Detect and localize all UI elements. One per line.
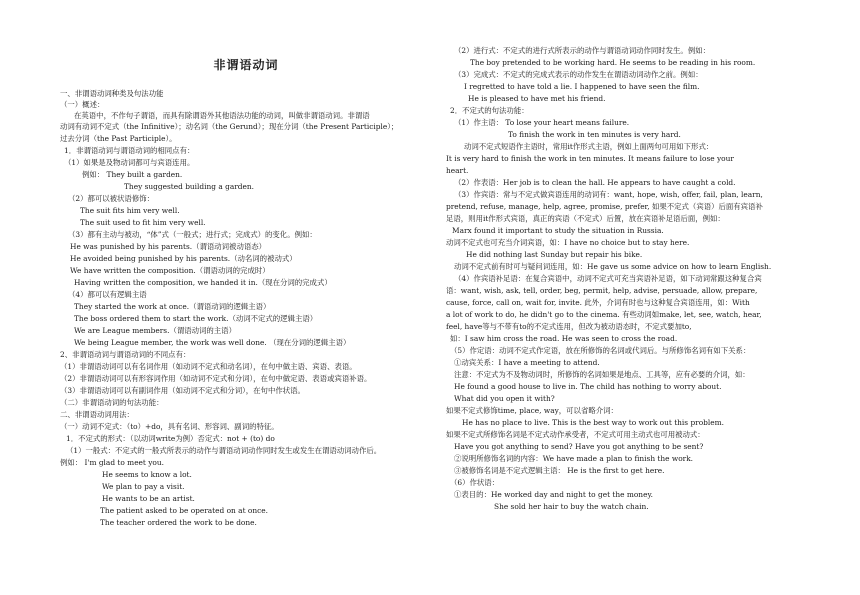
text-line: （2）进行式：不定式的进行式所表示的动作与谓语动词动作同时发生。例如： xyxy=(454,46,710,55)
text-line: 2．不定式的句法功能： xyxy=(450,106,529,115)
text-line: （3）完成式：不定式的完成式表示的动作发生在谓语动词动作之前。例如： xyxy=(454,70,703,79)
text-line: What did you open it with? xyxy=(454,394,555,403)
text-line: ①动宾关系：I have a meeting to attend. xyxy=(454,358,600,367)
text-line: We being League member, the work was well done. （现在分词的逻辑主语） xyxy=(74,338,351,347)
text-line: 动词不定式短语作主语时，常用it作形式主语，例如上面两句可用如下形式： xyxy=(464,142,714,151)
text-line: feel, have等与不带有to的不定式连用，但改为被动语态时，不定式要加to, xyxy=(446,322,692,331)
text-line: We are League members.（谓语动词的主语） xyxy=(74,326,236,335)
text-line: 动词有动词不定式（the Infinitive）；动名词（the Gerund）；现在分词（the Present Participle）； xyxy=(60,122,399,131)
text-line: Marx found it important to study the situation in Russia. xyxy=(452,226,664,235)
text-line: （3）非谓语动词可以有副词作用（如动词不定式和分词），在句中作状语。 xyxy=(60,386,305,395)
text-line: （2）作表语：Her job is to clean the hall. He appears to have caught a cold. xyxy=(454,178,736,187)
text-line: （4）都可以有逻辑主语 xyxy=(68,290,147,299)
text-line: ①表目的：He worked day and night to get the money. xyxy=(454,490,653,499)
text-line: He has no place to live. This is the best way to work out this problem. xyxy=(462,418,724,427)
text-line: 足语，则用it作形式宾语，真正的宾语（不定式）后置，放在宾语补足语后面，例如： xyxy=(446,214,725,223)
text-line: 在英语中，不作句子谓语，而具有除谓语外其他语法功能的动词，叫做非谓语动词。非谓语 xyxy=(74,111,370,120)
text-line: 语：want, wish, ask, tell, order, beg, permit, help, advise, persuade, allow, prepare, xyxy=(446,286,758,295)
text-line: We plan to pay a visit. xyxy=(102,482,185,491)
text-line: They started the work at once.（谓语动词的逻辑主语） xyxy=(74,302,271,311)
text-line: （1）非谓语动词可以有名词作用（如动词不定式和动名词），在句中做主语、宾语、表语。 xyxy=(60,362,357,371)
text-line: heart. xyxy=(446,166,469,175)
text-line: （二）非谓语动词的句法功能： xyxy=(60,398,164,407)
text-line: （5）作定语：动词不定式作定语，放在所修饰的名词或代词后。与所修饰名词有如下关系： xyxy=(450,346,751,355)
text-line: a lot of work to do, he didn't go to the cinema. 有些动词如make, let, see, watch, hear, xyxy=(446,310,762,319)
text-line: （1）作主语： To lose your heart means failure. xyxy=(454,118,630,127)
text-line: He did nothing last Sunday but repair his bike. xyxy=(466,250,643,259)
text-line: She sold her hair to buy the watch chain. xyxy=(494,502,649,511)
text-line: The suit used to fit him very well. xyxy=(80,218,206,227)
text-line: 如果不定式修饰time, place, way，可以省略介词： xyxy=(446,406,618,415)
text-line: （2）非谓语动词可以有形容词作用（如动词不定式和分词），在句中做定语、表语或宾语补语。 xyxy=(60,374,372,383)
text-line: It is very hard to finish the work in ten minutes. It means failure to lose your xyxy=(446,154,734,163)
text-line: He seems to know a lot. xyxy=(102,470,192,479)
text-line: 例如： They built a garden. xyxy=(82,170,183,179)
text-line: （一）概述： xyxy=(60,100,105,109)
text-line: Having written the composition, we handed it in.（现在分词的完成式） xyxy=(74,278,332,287)
page-title: 非谓语动词 xyxy=(213,58,279,72)
text-line: cause, force, call on, wait for, invite. 此外，介词有时也与这种复合宾语连用，如：With xyxy=(446,298,750,307)
text-line: The suit fits him very well. xyxy=(80,206,180,215)
text-line: 如：I saw him cross the road. He was seen to cross the road. xyxy=(450,334,678,343)
text-line: I regretted to have told a lie. I happened to have seen the film. xyxy=(464,82,700,91)
text-line: The patient asked to be operated on at once. xyxy=(100,506,268,515)
text-line: 例如： I'm glad to meet you. xyxy=(60,458,164,467)
text-line: He avoided being punished by his parents.（动名词的被动式） xyxy=(70,254,297,263)
text-line: 动词不定式前有时可与疑问词连用，如：He gave us some advice on how to learn English. xyxy=(454,262,772,271)
text-line: The teacher ordered the work to be done. xyxy=(100,518,257,527)
text-line: They suggested building a garden. xyxy=(124,182,254,191)
text-line: Have you got anything to send? Have you got anything to be sent? xyxy=(454,442,704,451)
text-line: ②说明所修饰名词的内容：We have made a plan to finish the work. xyxy=(454,454,694,463)
text-line: He found a good house to live in. The child has nothing to worry about. xyxy=(454,382,722,391)
text-line: 二、非谓语动词用法： xyxy=(60,410,134,419)
text-line: He was punished by his parents.（谓语动词被动语态） xyxy=(70,242,267,251)
text-line: 过去分词（the Past Participle）。 xyxy=(60,134,177,143)
text-line: 1．非谓语动词与谓语动词的相同点有： xyxy=(64,146,195,155)
text-line: He is pleased to have met his friend. xyxy=(468,94,606,103)
text-line: （3）都有主动与被动，“体”式（一般式；进行式；完成式）的变化。例如： xyxy=(68,230,317,239)
text-line: （4）作宾语补足语：在复合宾语中，动词不定式可充当宾语补足语，如下动词常跟这种复合宾 xyxy=(454,274,762,283)
text-line: 如果不定式所修饰名词是不定式动作承受者，不定式可用主动式也可用被动式： xyxy=(446,430,705,439)
text-line: （2）都可以被状语修饰： xyxy=(68,194,155,203)
text-line: The boy pretended to be working hard. He seems to be reading in his room. xyxy=(470,58,756,67)
text-line: To finish the work in ten minutes is very hard. xyxy=(508,130,681,139)
text-line: （3）作宾语：常与不定式做宾语连用的动词有：want, hope, wish, offer, fail, plan, learn, xyxy=(454,190,763,199)
text-line: 1．不定式的形式：（以动词write为例）否定式：not + (to) do xyxy=(66,434,275,443)
text-line: 注意：不定式为不及物动词时，所修饰的名词如果是地点、工具等，应有必要的介词，如： xyxy=(454,370,750,379)
text-line: 动词不定式也可充当介词宾语，如：I have no choice but to stay here. xyxy=(446,238,690,247)
text-line: ③被修饰名词是不定式逻辑主语： He is the first to get here. xyxy=(454,466,665,475)
text-line: We have written the composition.（谓语动词的完成时） xyxy=(70,266,270,275)
text-line: pretend, refuse, manage, help, agree, promise, prefer, 如果不定式（宾语）后面有宾语补 xyxy=(446,202,763,211)
text-line: 2、非谓语动词与谓语动词的不同点有： xyxy=(60,350,191,359)
text-line: （1）如果是及物动词都可与宾语连用。 xyxy=(64,158,195,167)
text-line: （6）作状语： xyxy=(450,478,500,487)
text-line: 一、非谓语动词种类及句法功能 xyxy=(60,89,164,98)
text-line: （一）动词不定式：（to）+do，具有名词、形容词、副词的特征。 xyxy=(60,422,279,431)
text-line: He wants to be an artist. xyxy=(102,494,195,503)
text-line: （1）一般式：不定式的一般式所表示的动作与谓语动词动作同时发生或发生在谓语动词动作后。 xyxy=(66,446,382,455)
text-line: The boss ordered them to start the work.（动词不定式的逻辑主语） xyxy=(74,314,318,323)
